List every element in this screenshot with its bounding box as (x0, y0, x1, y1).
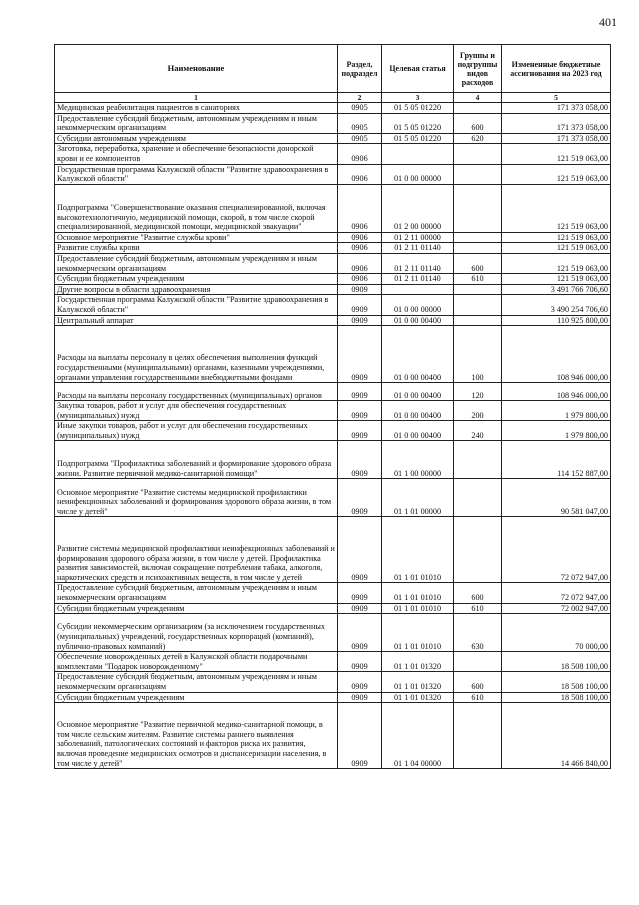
row-target: 01 1 01 01010 (382, 517, 454, 583)
row-section: 0906 (338, 164, 382, 184)
table-row (55, 164, 611, 184)
row-amount: 72 072 947,00 (502, 517, 611, 583)
row-group: 620 (454, 133, 502, 144)
row-name: Основное мероприятие "Развитие первичной медико-санитарной помощи, в том числе сельским жителям. Развитие системы раннего выявления заболеваний, патологических состояний и факторов риска их развития, включая проведение медицинских осмотров и диспансеризации населения, в том числе у детей" (55, 703, 338, 769)
row-name: Субсидии бюджетным учреждениям (55, 603, 338, 614)
row-group: 630 (454, 614, 502, 652)
row-group (454, 652, 502, 672)
row-name: Субсидии автономным учреждениям (55, 133, 338, 144)
row-target: 01 2 11 01140 (382, 274, 454, 285)
row-name: Подпрограмма "Профилактика заболеваний и формирование здорового образа жизни. Развитие первичной медико-санитарной помощи" (55, 441, 338, 479)
row-amount: 108 946 000,00 (502, 326, 611, 383)
table-row (55, 603, 611, 614)
row-target: 01 2 11 01140 (382, 253, 454, 273)
row-section: 0906 (338, 274, 382, 285)
row-section: 0909 (338, 315, 382, 326)
row-name: Субсидии бюджетным учреждениям (55, 692, 338, 703)
row-name: Закупка товаров, работ и услуг для обеспечения государственных (муниципальных) нужд (55, 401, 338, 421)
row-name: Заготовка, переработка, хранение и обеспечение безопасности донорской крови и ее компонентов (55, 144, 338, 164)
row-amount: 121 519 063,00 (502, 253, 611, 273)
row-group: 200 (454, 401, 502, 421)
column-number: 2 (338, 93, 382, 103)
row-name: Подпрограмма "Совершенствование оказания специализированной, включая высокотехнологичную, медицинской помощи, скорой, в том числе скорой специализированной, медицинской помощи, медицинской эвакуации" (55, 184, 338, 232)
row-amount: 108 946 000,00 (502, 383, 611, 401)
table-row (55, 517, 611, 583)
table-row (55, 652, 611, 672)
row-amount: 121 519 063,00 (502, 243, 611, 254)
row-name: Расходы на выплаты персоналу в целях обеспечения выполнения функций государственными (муниципальными) органами, казенными учреждениями, органами управления государственными внебюджетными фондами (55, 326, 338, 383)
table-row (55, 232, 611, 243)
row-name: Предоставление субсидий бюджетным, автономным учреждениям и иным некоммерческим организациям (55, 583, 338, 603)
row-name: Субсидии некоммерческим организациям (за исключением государственных (муниципальных) учреждений, государственных корпораций (компаний), публично-правовых компаний) (55, 614, 338, 652)
row-target: 01 0 00 00400 (382, 401, 454, 421)
row-group (454, 243, 502, 254)
row-target (382, 284, 454, 295)
row-amount: 171 373 058,00 (502, 133, 611, 144)
row-section: 0905 (338, 113, 382, 133)
row-group: 600 (454, 583, 502, 603)
row-amount: 1 979 800,00 (502, 421, 611, 441)
row-amount: 121 519 063,00 (502, 144, 611, 164)
table-row (55, 184, 611, 232)
row-group (454, 517, 502, 583)
row-target: 01 1 01 01010 (382, 614, 454, 652)
column-number-row (55, 93, 611, 103)
row-section: 0909 (338, 703, 382, 769)
row-section: 0909 (338, 672, 382, 692)
table-row (55, 703, 611, 769)
table-body (55, 103, 611, 769)
row-target: 01 1 01 01010 (382, 583, 454, 603)
row-amount: 121 519 063,00 (502, 164, 611, 184)
row-target: 01 1 01 00000 (382, 479, 454, 517)
column-number: 3 (382, 93, 454, 103)
row-group: 610 (454, 603, 502, 614)
table-row (55, 614, 611, 652)
row-group (454, 315, 502, 326)
header-row (55, 45, 611, 93)
row-section: 0909 (338, 517, 382, 583)
row-name: Развитие службы крови (55, 243, 338, 254)
table-row (55, 144, 611, 164)
row-section: 0909 (338, 603, 382, 614)
row-target: 01 5 05 01220 (382, 133, 454, 144)
row-target: 01 1 00 00000 (382, 441, 454, 479)
row-name: Другие вопросы в области здравоохранения (55, 284, 338, 295)
header-name: Наименование (55, 45, 338, 93)
row-amount: 18 508 100,00 (502, 652, 611, 672)
row-amount: 18 508 100,00 (502, 692, 611, 703)
row-target: 01 0 00 00000 (382, 164, 454, 184)
row-amount: 90 581 047,00 (502, 479, 611, 517)
row-target (382, 144, 454, 164)
row-group: 600 (454, 672, 502, 692)
row-target: 01 5 05 01220 (382, 113, 454, 133)
row-section: 0909 (338, 383, 382, 401)
row-name: Центральный аппарат (55, 315, 338, 326)
row-name: Иные закупки товаров, работ и услуг для обеспечения государственных (муниципальных) нужд (55, 421, 338, 441)
row-group (454, 284, 502, 295)
row-target: 01 0 00 00400 (382, 421, 454, 441)
row-amount: 72 002 947,00 (502, 603, 611, 614)
table-row (55, 253, 611, 273)
row-amount: 110 925 800,00 (502, 315, 611, 326)
row-section: 0909 (338, 652, 382, 672)
row-amount: 70 000,00 (502, 614, 611, 652)
table-row (55, 284, 611, 295)
row-section: 0909 (338, 295, 382, 315)
table-row (55, 692, 611, 703)
table-row (55, 243, 611, 254)
row-target: 01 0 00 00400 (382, 315, 454, 326)
table-row (55, 583, 611, 603)
row-target: 01 5 05 01220 (382, 103, 454, 114)
row-target: 01 1 04 00000 (382, 703, 454, 769)
row-name: Медицинская реабилитация пациентов в санаториях (55, 103, 338, 114)
table-row (55, 401, 611, 421)
row-name: Субсидии бюджетным учреждениям (55, 274, 338, 285)
header-group: Группы и подгруппы видов расходов (454, 45, 502, 93)
page-number: 401 (599, 15, 617, 29)
row-name: Основное мероприятие "Развитие службы крови" (55, 232, 338, 243)
table-row (55, 479, 611, 517)
row-group (454, 144, 502, 164)
row-amount: 171 373 058,00 (502, 103, 611, 114)
row-name: Обеспечение новорожденных детей в Калужской области подарочными комплектами "Подарок новорожденному" (55, 652, 338, 672)
table-row (55, 103, 611, 114)
table-row (55, 274, 611, 285)
row-target: 01 0 00 00400 (382, 383, 454, 401)
table-row (55, 383, 611, 401)
row-section: 0906 (338, 232, 382, 243)
row-name: Предоставление субсидий бюджетным, автономным учреждениям и иным некоммерческим организациям (55, 113, 338, 133)
row-section: 0909 (338, 614, 382, 652)
row-section: 0906 (338, 253, 382, 273)
row-target: 01 2 11 00000 (382, 232, 454, 243)
table-row (55, 315, 611, 326)
row-amount: 121 519 063,00 (502, 232, 611, 243)
row-section: 0909 (338, 421, 382, 441)
row-group (454, 184, 502, 232)
row-section: 0906 (338, 184, 382, 232)
row-amount: 3 491 766 706,60 (502, 284, 611, 295)
row-section: 0909 (338, 692, 382, 703)
row-name: Основное мероприятие "Развитие системы медицинской профилактики неинфекционных заболеваний и формирования здорового образа жизни, в том числе у детей" (55, 479, 338, 517)
row-target: 01 0 00 00400 (382, 326, 454, 383)
row-name: Предоставление субсидий бюджетным, автономным учреждениям и иным некоммерческим организациям (55, 253, 338, 273)
header-section: Раздел, подраздел (338, 45, 382, 93)
row-section: 0906 (338, 144, 382, 164)
row-amount: 121 519 063,00 (502, 184, 611, 232)
row-amount: 3 490 254 706,60 (502, 295, 611, 315)
row-group (454, 703, 502, 769)
row-section: 0909 (338, 284, 382, 295)
row-amount: 14 466 840,00 (502, 703, 611, 769)
row-amount: 114 152 887,00 (502, 441, 611, 479)
row-amount: 1 979 800,00 (502, 401, 611, 421)
row-group (454, 479, 502, 517)
table-row (55, 295, 611, 315)
row-target: 01 1 01 01320 (382, 692, 454, 703)
row-section: 0909 (338, 401, 382, 421)
row-name: Государственная программа Калужской области "Развитие здравоохранения в Калужской области" (55, 295, 338, 315)
row-group: 610 (454, 274, 502, 285)
row-section: 0906 (338, 243, 382, 254)
table-row (55, 113, 611, 133)
table-row (55, 326, 611, 383)
row-name: Предоставление субсидий бюджетным, автономным учреждениям и иным некоммерческим организациям (55, 672, 338, 692)
row-amount: 171 373 058,00 (502, 113, 611, 133)
row-target: 01 2 11 01140 (382, 243, 454, 254)
row-name: Расходы на выплаты персоналу государственных (муниципальных) органов (55, 383, 338, 401)
row-section: 0909 (338, 583, 382, 603)
table-row (55, 133, 611, 144)
row-section: 0909 (338, 479, 382, 517)
row-group (454, 103, 502, 114)
row-group (454, 232, 502, 243)
row-name: Развитие системы медицинской профилактики неинфекционных заболеваний и формирования здорового образа жизни, в том числе у детей. Профилактика развития зависимостей, включая сокращение потребления табака, алкоголя, наркотических средств и психоактивных веществ, в том числе у детей (55, 517, 338, 583)
row-group: 100 (454, 326, 502, 383)
header-target: Целевая статья (382, 45, 454, 93)
row-target: 01 1 01 01010 (382, 603, 454, 614)
row-group: 600 (454, 113, 502, 133)
row-target: 01 2 00 00000 (382, 184, 454, 232)
row-target: 01 1 01 01320 (382, 672, 454, 692)
table-row (55, 672, 611, 692)
row-name: Государственная программа Калужской области "Развитие здравоохранения в Калужской области" (55, 164, 338, 184)
row-amount: 18 508 100,00 (502, 672, 611, 692)
row-group: 240 (454, 421, 502, 441)
row-section: 0905 (338, 133, 382, 144)
row-group (454, 164, 502, 184)
row-amount: 72 072 947,00 (502, 583, 611, 603)
header-amount: Измененные бюджетные ассигнования на 2023 год (502, 45, 611, 93)
column-number: 4 (454, 93, 502, 103)
column-number: 5 (502, 93, 611, 103)
row-section: 0905 (338, 103, 382, 114)
row-group (454, 441, 502, 479)
row-section: 0909 (338, 441, 382, 479)
row-group: 600 (454, 253, 502, 273)
row-target: 01 0 00 00000 (382, 295, 454, 315)
table-row (55, 441, 611, 479)
budget-table (54, 44, 611, 769)
row-amount: 121 519 063,00 (502, 274, 611, 285)
row-section: 0909 (338, 326, 382, 383)
table-row (55, 421, 611, 441)
row-group (454, 295, 502, 315)
row-group: 610 (454, 692, 502, 703)
row-target: 01 1 01 01320 (382, 652, 454, 672)
column-number: 1 (55, 93, 338, 103)
row-group: 120 (454, 383, 502, 401)
